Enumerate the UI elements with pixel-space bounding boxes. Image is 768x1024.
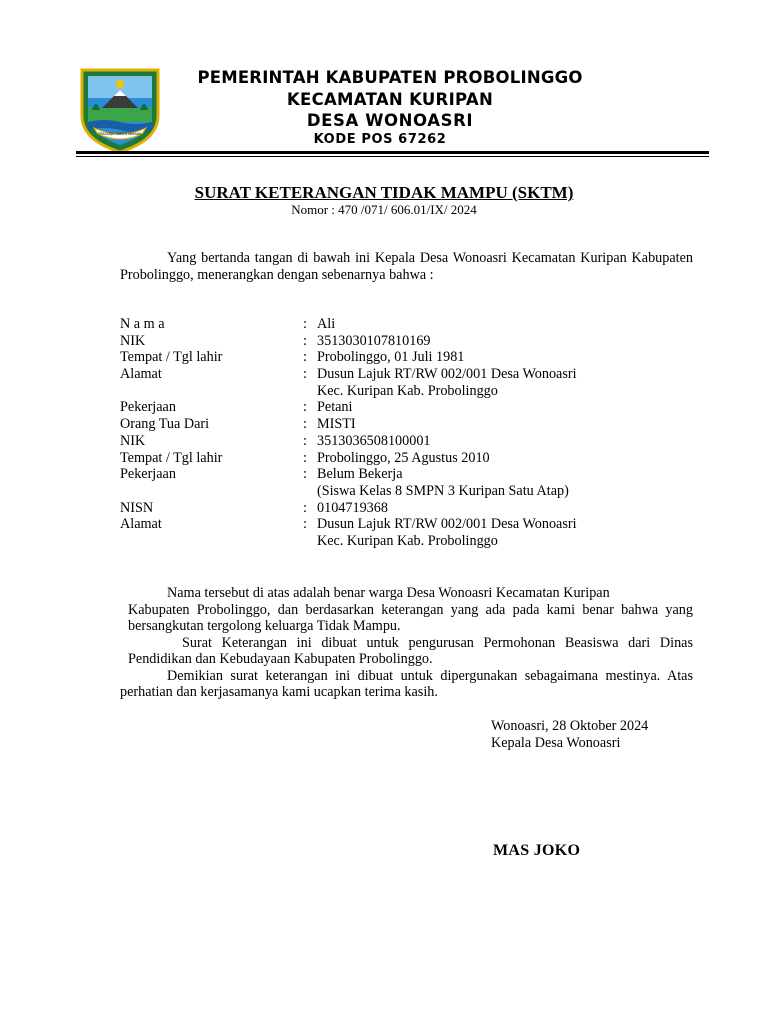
identity-fields xyxy=(120,316,680,550)
field-value: Probolinggo, 25 Agustus 2010 xyxy=(317,449,490,466)
field-row xyxy=(120,366,680,383)
field-label: NIK xyxy=(120,332,146,349)
field-colon: : xyxy=(303,516,307,533)
field-value-continuation: Kec. Kuripan Kab. Probolinggo xyxy=(317,382,498,399)
field-value: Dusun Lajuk RT/RW 002/001 Desa Wonoasri xyxy=(317,516,577,533)
body-paragraph-2: Surat Keterangan ini dibuat untuk pengurusan Permohonan Beasiswa dari Dinas Pendidikan dan Kebudayaan Kabupaten Probolinggo. xyxy=(128,634,693,667)
field-value-continuation: Kec. Kuripan Kab. Probolinggo xyxy=(317,532,498,549)
field-value: Dusun Lajuk RT/RW 002/001 Desa Wonoasri xyxy=(317,366,577,383)
emblem-motto: PRASADJA NGESTI WIBAWA xyxy=(98,132,142,136)
field-row xyxy=(120,399,680,416)
field-value: Probolinggo, 01 Juli 1981 xyxy=(317,349,465,366)
header-district: KECAMATAN KURIPAN xyxy=(286,90,494,109)
field-row xyxy=(120,500,680,517)
field-label: NIK xyxy=(120,432,146,449)
regency-emblem-icon xyxy=(80,68,160,154)
field-value: 0104719368 xyxy=(317,499,388,516)
field-row xyxy=(120,316,680,333)
letterhead xyxy=(0,60,768,155)
header-village: DESA WONOASRI xyxy=(306,111,474,130)
field-value: Ali xyxy=(317,316,336,332)
letterhead-text xyxy=(170,67,610,149)
field-value: 3513030107810169 xyxy=(317,332,431,349)
field-colon: : xyxy=(303,316,307,332)
intro-paragraph: Yang bertanda tangan di bawah ini Kepala Desa Wonoasri Kecamatan Kuripan Kabupaten Probolinggo, menerangkan dengan sebenarnya bahwa : xyxy=(120,250,693,283)
field-colon: : xyxy=(303,349,307,366)
body-paragraph-1-first-line: Nama tersebut di atas adalah benar warga Desa Wonoasri Kecamatan Kuripan xyxy=(167,585,610,601)
header-government: PEMERINTAH KABUPATEN PROBOLINGGO xyxy=(197,68,583,87)
field-value: MISTI xyxy=(317,416,356,433)
signature-block xyxy=(491,718,648,752)
header-postal-code: KODE POS 67262 xyxy=(313,132,447,147)
body-paragraph-3: Demikian surat keterangan ini dibuat untuk dipergunakan sebagaimana mestinya. Atas perhatian dan kerjasamanya kami ucapkan terima kasih. xyxy=(120,667,693,700)
signer-name: MAS JOKO xyxy=(493,842,581,859)
field-value: 3513036508100001 xyxy=(317,432,431,449)
field-colon: : xyxy=(303,499,307,516)
field-row xyxy=(120,416,680,433)
letter-title: SURAT KETERANGAN TIDAK MAMPU (SKTM) xyxy=(194,183,574,202)
letter-number: Nomor : 470 /071/ 606.01/IX/ 2024 xyxy=(291,202,477,217)
field-row-continuation xyxy=(120,533,680,550)
field-row xyxy=(120,433,680,450)
field-label: Pekerjaan xyxy=(120,466,176,483)
body-paragraph-1-rest: Kabupaten Probolinggo, dan berdasarkan keterangan yang ada pada kami benar bahwa yang bersangkutan tergolong keluarga Tidak Mampu. xyxy=(128,601,693,634)
field-colon: : xyxy=(303,416,307,433)
field-colon: : xyxy=(303,449,307,466)
field-label: NISN xyxy=(120,499,154,516)
letterhead-rule-thin xyxy=(76,156,709,157)
signature-place-date: Wonoasri, 28 Oktober 2024 xyxy=(491,718,649,734)
field-label: Alamat xyxy=(120,516,162,533)
field-value-continuation: (Siswa Kelas 8 SMPN 3 Kuripan Satu Atap) xyxy=(317,482,569,499)
field-label: Pekerjaan xyxy=(120,399,176,416)
signature-position: Kepala Desa Wonoasri xyxy=(491,735,621,751)
field-colon: : xyxy=(303,466,307,483)
field-value: Petani xyxy=(317,399,353,416)
field-label: Tempat / Tgl lahir xyxy=(120,349,223,366)
field-row xyxy=(120,333,680,350)
field-label: Tempat / Tgl lahir xyxy=(120,449,223,466)
field-value: Belum Bekerja xyxy=(317,466,403,483)
field-colon: : xyxy=(303,399,307,416)
field-row-continuation xyxy=(120,383,680,400)
field-row-continuation xyxy=(120,483,680,500)
field-row xyxy=(120,516,680,533)
field-colon: : xyxy=(303,366,307,383)
field-row xyxy=(120,349,680,366)
field-label: Orang Tua Dari xyxy=(120,416,210,433)
field-row xyxy=(120,466,680,483)
field-label: N a m a xyxy=(120,316,165,332)
field-colon: : xyxy=(303,432,307,449)
field-colon: : xyxy=(303,332,307,349)
field-row xyxy=(120,450,680,467)
letter-body xyxy=(120,585,693,701)
field-label: Alamat xyxy=(120,366,162,383)
letterhead-rule-thick xyxy=(76,151,709,154)
